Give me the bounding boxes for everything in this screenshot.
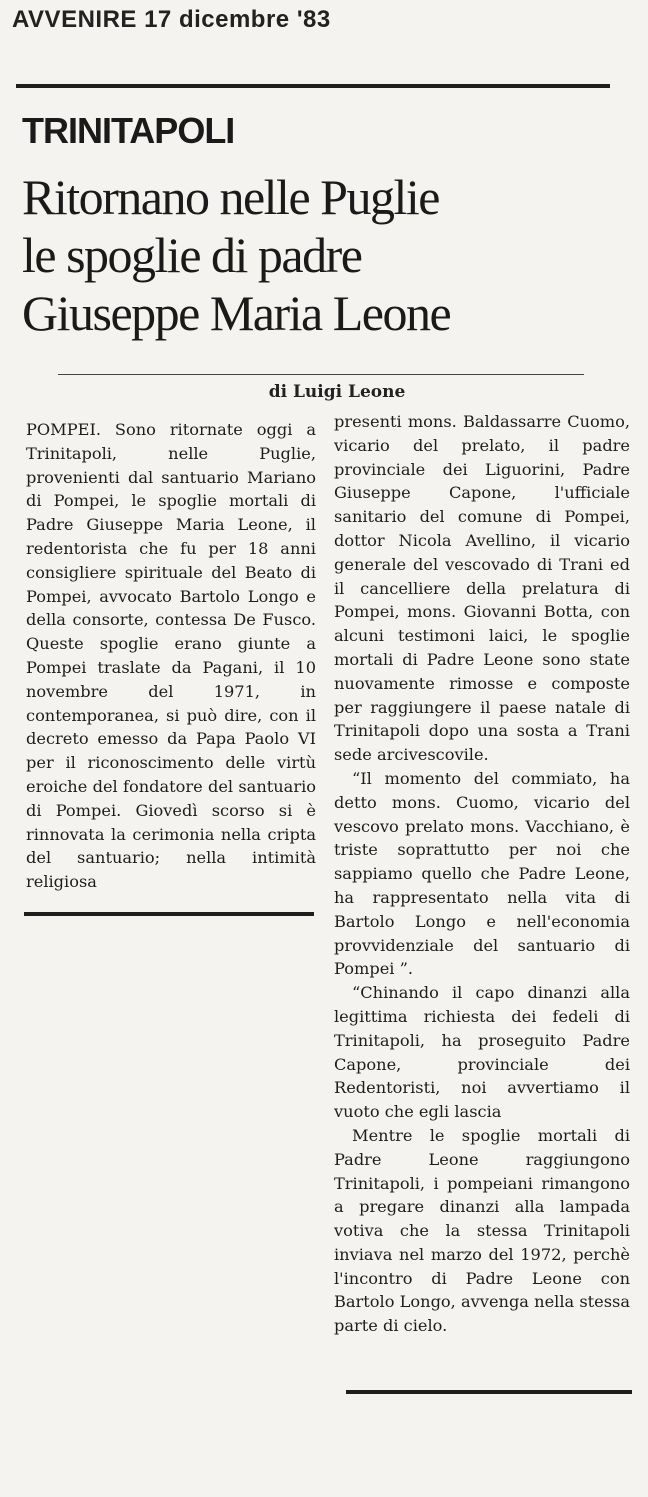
headline-line-1: Ritornano nelle Puglie: [22, 169, 439, 225]
byline-rule: [58, 374, 584, 375]
paragraph: [26, 418, 316, 894]
article-column-1: [26, 418, 316, 894]
section-kicker: TRINITAPOLI: [22, 110, 235, 151]
column-2-end-rule: [346, 1390, 632, 1394]
article-column-2: [334, 410, 630, 1338]
paragraph: “Il momento del commiato, ha detto mons. Cuomo, vicario del vescovo prelato mons. Vacchiano, è triste soprattutto per noi che sappiamo quello che Padre Leone, ha rappresentato nella vita di Bartolo Longo e nell'economia provvidenziale del santuario di Pompei ”.: [334, 768, 630, 979]
paragraph: presenti mons. Baldassarre Cuomo, vicario del prelato, il padre provinciale dei Liguorini, Padre Giuseppe Capone, l'ufficiale sanitario del comune di Pompei, dottor Nicola Avellino, il vicario generale del vescovado di Trani ed il cancelliere della prelatura di Pompei, mons. Giovanni Botta, con alcuni testimoni laici, le spoglie mortali di Padre Leone sono state nuovamente rimosse e composte per raggiungere il paese natale di Trinitapoli dopo una sosta a Trani sede arcivescovile.: [334, 412, 630, 765]
byline-text: di Luigi Leone: [268, 382, 406, 402]
column-1-end-rule: [24, 912, 314, 916]
dateline: POMPEI.: [26, 420, 101, 439]
paragraph: “Chinando il capo dinanzi alla legittima richiesta dei fedeli di Trinitapoli, ha proseguito Padre Capone, provinciale dei Redentoristi, noi avvertiamo il vuoto che egli lascia: [334, 983, 630, 1122]
byline: [0, 382, 648, 402]
masthead: AVVENIRE 17 dicembre '83: [12, 6, 331, 33]
headline: [22, 168, 622, 342]
headline-line-3: Giuseppe Maria Leone: [22, 285, 451, 341]
top-rule: [16, 84, 610, 88]
headline-line-2: le spoglie di padre: [22, 227, 362, 283]
column-1-text: Sono ritornate oggi a Trinitapoli, nelle Puglie, provenienti dal santuario Mariano di Pompei, le spoglie mortali di Padre Giuseppe Maria Leone, il redentorista che fu per 18 anni consigliere spirituale del Beato di Pompei, avvocato Bartolo Longo e della consorte, contessa De Fusco. Queste spoglie erano giunte a Pompei traslate da Pagani, il 10 novembre del 1971, in contemporanea, si può dire, con il decreto emesso da Papa Paolo VI per il riconoscimento delle virtù eroiche del fondatore del santuario di Pompei. Giovedì scorso si è rinnovata la cerimonia nella cripta del santuario; nella intimità religiosa: [26, 420, 316, 892]
paragraph: Mentre le spoglie mortali di Padre Leone raggiungono Trinitapoli, i pompeiani rimangono a pregare dinanzi alla lampada votiva che la stessa Trinitapoli inviava nel marzo del 1972, perchè l'incontro di Padre Leone con Bartolo Longo, avvenga nella stessa parte di cielo.: [334, 1125, 630, 1336]
